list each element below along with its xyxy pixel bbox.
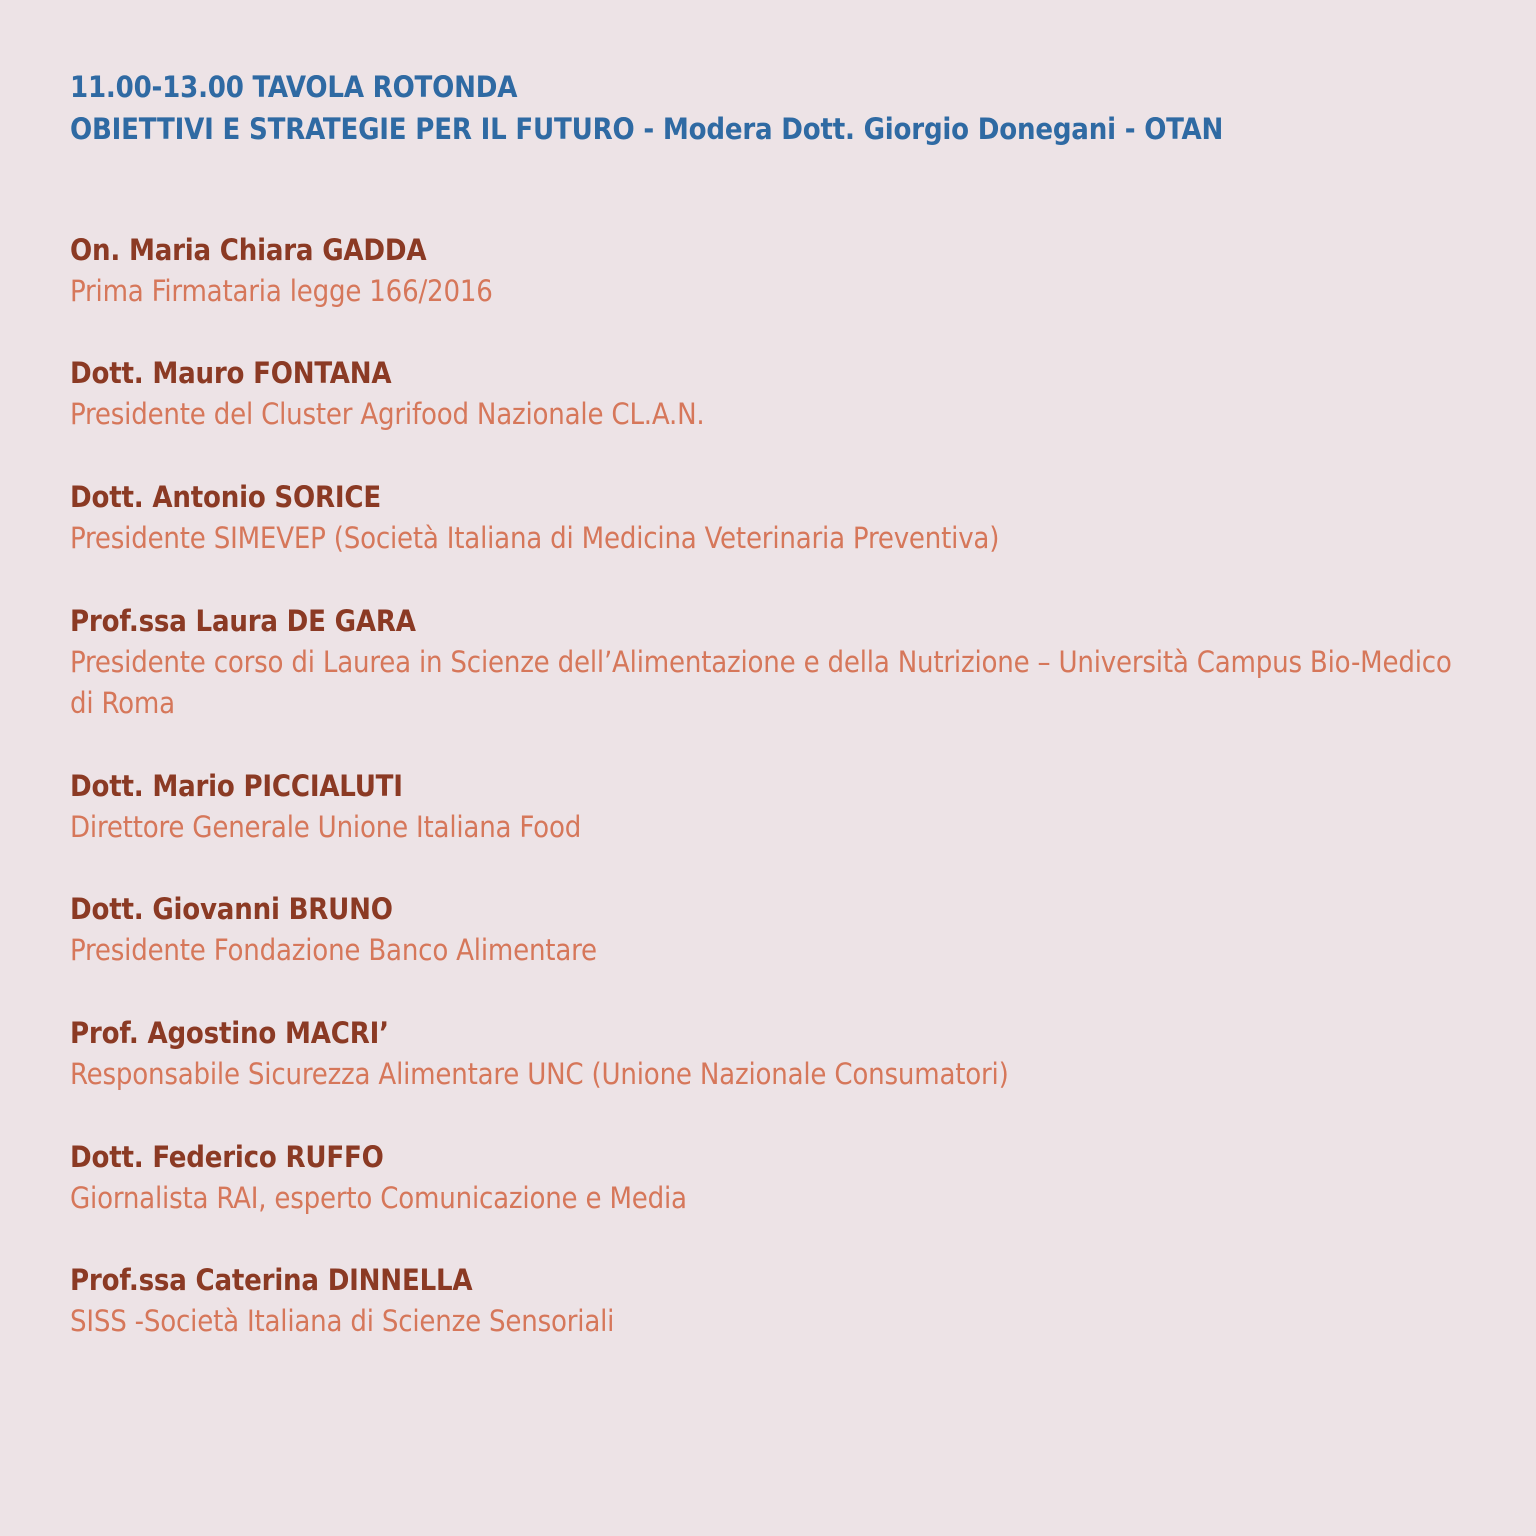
speaker-role: Presidente del Cluster Agrifood Nazionale CL.A.N. xyxy=(70,397,705,431)
speaker-role: Responsabile Sicurezza Alimentare UNC (Unione Nazionale Consumatori) xyxy=(70,1057,1009,1091)
speaker-entry xyxy=(70,766,1470,848)
speaker-name: Dott. Mario PICCIALUTI xyxy=(70,769,403,803)
speaker-name: Prof. Agostino MACRI’ xyxy=(70,1016,389,1050)
speaker-role: Presidente SIMEVEP (Società Italiana di Medicina Veterinaria Preventiva) xyxy=(70,521,1000,555)
speaker-role: Direttore Generale Unione Italiana Food xyxy=(70,810,582,844)
speaker-entry xyxy=(70,230,1470,312)
speaker-role: Presidente corso di Laurea in Scienze dell’Alimentazione e della Nutrizione – Università Campus Bio-Medico di Roma xyxy=(70,645,1452,720)
speaker-name: Prof.ssa Caterina DINNELLA xyxy=(70,1263,473,1297)
speaker-name: On. Maria Chiara GADDA xyxy=(70,233,427,267)
session-time-title: 11.00-13.00 TAVOLA ROTONDA xyxy=(70,70,518,104)
speaker-role: Giornalista RAI, esperto Comunicazione e Media xyxy=(70,1181,687,1215)
speaker-entry xyxy=(70,1137,1470,1219)
speaker-role: Presidente Fondazione Banco Alimentare xyxy=(70,933,597,967)
speaker-name: Dott. Antonio SORICE xyxy=(70,480,381,514)
speaker-entry xyxy=(70,601,1470,724)
speaker-name: Prof.ssa Laura DE GARA xyxy=(70,604,416,638)
speaker-name: Dott. Federico RUFFO xyxy=(70,1140,384,1174)
speaker-role: Prima Firmataria legge 166/2016 xyxy=(70,274,493,308)
session-subtitle: OBIETTIVI E STRATEGIE PER IL FUTURO - Modera Dott. Giorgio Donegani - OTAN xyxy=(70,112,1224,146)
speaker-name: Dott. Giovanni BRUNO xyxy=(70,892,393,926)
speaker-entry xyxy=(70,353,1470,435)
speaker-entry xyxy=(70,1260,1470,1342)
speaker-entry xyxy=(70,477,1470,559)
speaker-entry xyxy=(70,889,1470,971)
speaker-role: SISS -Società Italiana di Scienze Sensoriali xyxy=(70,1304,615,1338)
session-header xyxy=(70,66,1470,150)
speaker-name: Dott. Mauro FONTANA xyxy=(70,356,392,390)
speaker-entry xyxy=(70,1013,1470,1095)
